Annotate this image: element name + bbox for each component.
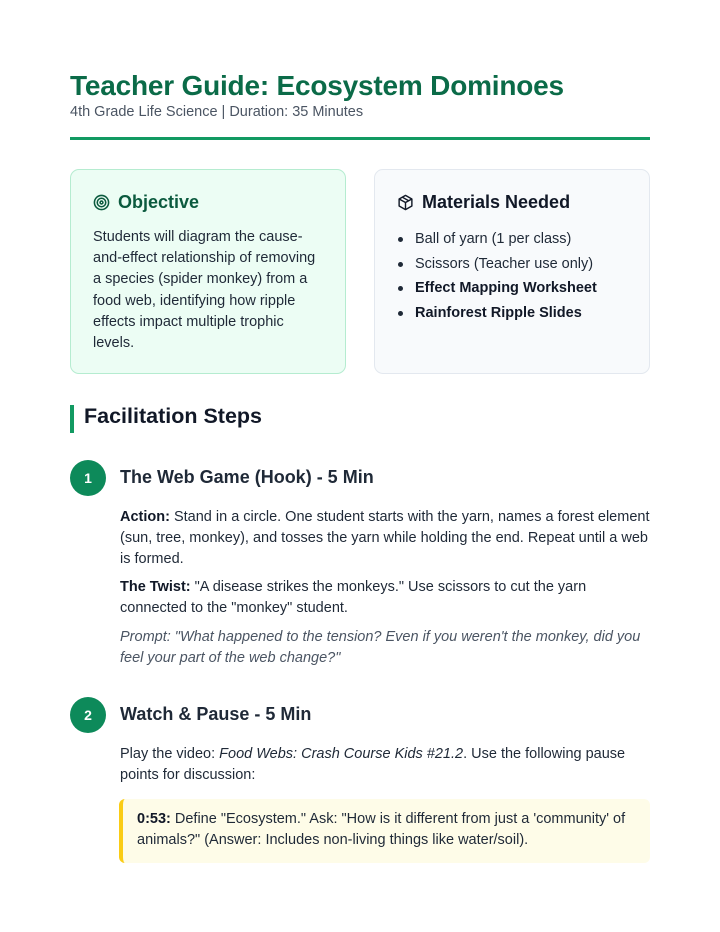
objective-title: Objective <box>118 192 200 212</box>
step-title: The Web Game (Hook) - 5 Min <box>120 467 374 487</box>
twist-label: The Twist: <box>120 579 191 595</box>
intro-post: . Use the following pause points for discussion: <box>120 746 626 783</box>
twist-text: "A disease strikes the monkeys." Use scissors to cut the yarn connected to the "monkey" student. <box>120 579 587 616</box>
materials-item: Effect Mapping Worksheet <box>397 276 597 301</box>
video-title: Food Webs: Crash Course Kids #21.2 <box>219 746 464 762</box>
intro-pre: Play the video: <box>120 746 220 762</box>
materials-item: Scissors (Teacher use only) <box>397 252 597 277</box>
header-divider <box>70 137 650 140</box>
materials-card <box>374 169 650 374</box>
objective-card <box>70 169 346 374</box>
pause-time: 0:53: <box>137 811 171 827</box>
package-icon <box>397 194 414 211</box>
pause-point-callout <box>119 799 650 863</box>
objective-heading <box>93 192 199 213</box>
step-action <box>120 507 650 570</box>
action-label: Action: <box>120 509 170 525</box>
step-number-badge: 2 <box>70 697 106 733</box>
materials-title: Materials Needed <box>422 192 571 212</box>
objective-text: Students will diagram the cause-and-effect relationship of removing a species (spider monkey) from a food web, identifying how ripple effects impact multiple trophic levels. <box>93 229 316 352</box>
section-title: Facilitation Steps <box>84 404 263 428</box>
materials-item: Ball of yarn (1 per class) <box>397 227 597 252</box>
target-icon <box>93 194 110 211</box>
step-intro <box>120 744 650 786</box>
section-accent-bar <box>70 405 74 433</box>
page-subtitle: 4th Grade Life Science | Duration: 35 Minutes <box>70 104 364 120</box>
step-twist <box>120 577 650 619</box>
step-prompt: Prompt: "What happened to the tension? Even if you weren't the monkey, did you feel your part of the web change?" <box>120 629 641 666</box>
page-title: Teacher Guide: Ecosystem Dominoes <box>70 70 564 101</box>
materials-heading <box>397 192 570 213</box>
materials-item: Rainforest Ripple Slides <box>397 301 597 326</box>
step-number-badge: 1 <box>70 460 106 496</box>
pause-text: Define "Ecosystem." Ask: "How is it different from just a 'community' of animals?" (Answer: Includes non-living things like water/soil). <box>137 811 626 848</box>
action-text: Stand in a circle. One student starts with the yarn, names a forest element (sun, tree, monkey), and tosses the yarn while holding the end. Repeat until a web is formed. <box>120 509 650 567</box>
step-title: Watch & Pause - 5 Min <box>120 704 312 724</box>
materials-list <box>397 227 597 325</box>
